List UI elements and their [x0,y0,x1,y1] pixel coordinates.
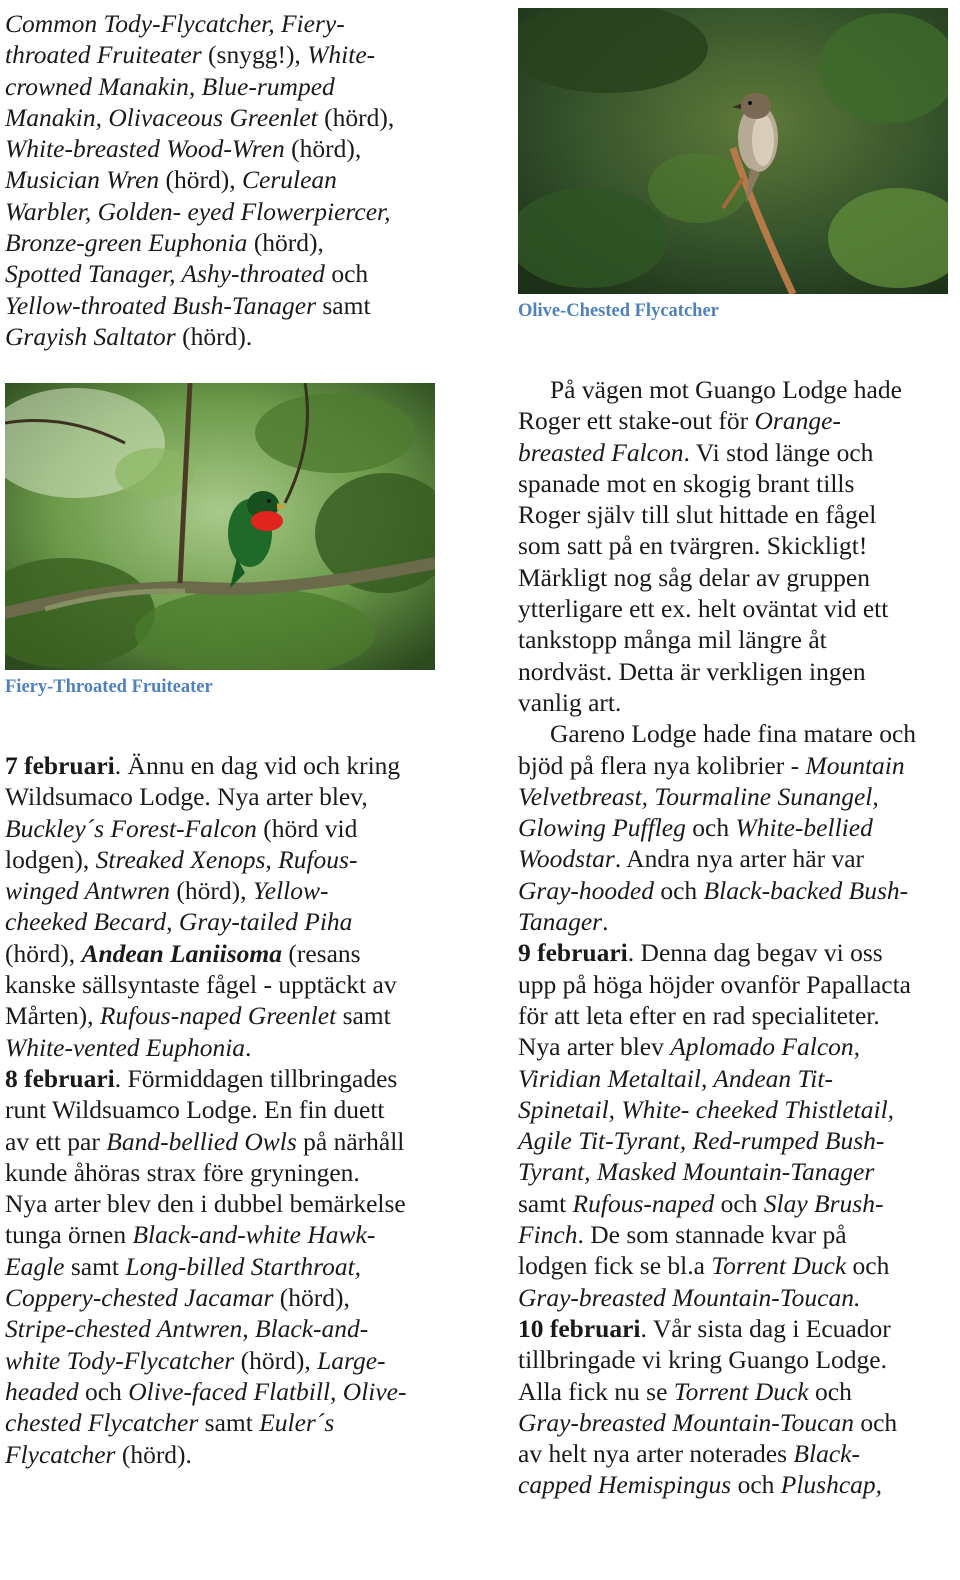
species-name: Velvetbreast, Tourmaline Sunangel, [518,781,879,811]
text-run: lodgen fick se bl.a [518,1251,712,1281]
text-run: tankstopp många mil längre åt [518,625,827,655]
text-line [518,499,916,530]
text-line [5,1157,407,1188]
text-line [5,1282,407,1313]
text-line [518,1250,916,1281]
text-run: På vägen mot Guango Lodge hade [550,375,902,404]
text-run: . Denna dag begav vi oss [627,938,883,968]
text-line [518,1438,916,1469]
species-name: Woodstar [518,844,615,874]
text-line [518,1000,916,1031]
species-name: Large- [317,1345,386,1375]
text-run: runt Wildsuamco Lodge. En fin duett [5,1095,385,1125]
text-line [518,1156,916,1187]
species-name: Gray-breasted Mountain-Toucan. [518,1282,861,1312]
species-name: Buckley´s Forest-Falcon [5,813,257,843]
text-run: Märkligt nog såg delar av gruppen [518,562,870,592]
text-run: och [78,1376,129,1406]
text-run: nordväst. Detta är verkligen ingen [518,656,866,686]
text-run: (hörd vid [256,813,358,843]
text-line [5,290,394,321]
species-name: Tyrant, Masked Mountain-Tanager [518,1157,875,1187]
text-line [5,102,394,133]
text-run: och [653,875,704,905]
text-run: och [324,259,369,289]
text-run: och [808,1376,852,1406]
species-name: winged Antwren [5,876,171,906]
species-name: Olive-faced Flatbill, Olive- [128,1376,407,1406]
species-name: White-breasted Wood-Wren [5,134,285,164]
species-name: Black-and-white Hawk- [132,1220,376,1250]
species-name: Rufous-naped Greenlet [99,1001,337,1031]
fruiteater-caption: Fiery-Throated Fruiteater [5,677,213,697]
text-run: (hörd), [170,876,253,906]
species-name: Agile Tit-Tyrant, Red-rumped Bush- [518,1126,885,1156]
text-run: . Ännu en dag vid och kring [114,751,401,780]
text-line [518,781,916,812]
text-run: upp på höga höjder ovanför Papallacta [518,969,911,999]
text-line [5,1063,407,1094]
text-line [518,405,916,436]
text-line [5,1407,407,1438]
text-run: (hörd), [273,1283,350,1313]
text-line [5,1313,407,1344]
species-name: crowned Manakin, Blue-rumped [5,71,335,101]
text-line [5,1000,407,1031]
text-line [5,1345,407,1376]
text-line [518,812,916,843]
date-heading: 9 februari [518,938,628,968]
species-name: Long-billed Starthroat, [125,1251,362,1281]
text-run: som satt på en tvärgren. Skickligt! [518,531,868,561]
text-run: . Vi stod länge och [683,437,874,467]
species-name: Orange- [754,406,841,436]
species-name: chested Flycatcher [5,1408,199,1438]
text-run: lodgen), [5,844,96,874]
species-name: Cerulean [242,165,337,195]
species-name: Gray-breasted Mountain-Toucan [518,1407,854,1437]
species-name: Yellow-throated Bush-Tanager [5,290,316,320]
text-run: och [853,1407,898,1437]
text-line [5,1251,407,1282]
species-name: Slay Brush- [763,1188,884,1218]
text-line [518,1125,916,1156]
text-line [5,1032,407,1063]
flycatcher-illustration [518,8,948,294]
species-name: capped Hemispingus [518,1470,732,1500]
text-run: samt [198,1408,260,1438]
species-name: throated Fruiteater [5,40,202,70]
text-run: samt [518,1188,573,1218]
species-name: Glowing Puffleg [518,813,686,843]
text-line [5,969,407,1000]
species-name: headed [5,1376,79,1406]
species-name: Common Tody-Flycatcher, Fiery- [5,9,345,38]
text-run: (hörd). [115,1439,192,1469]
species-name: Finch [518,1220,578,1250]
diary-left-paragraphs [5,750,407,1470]
text-run: Roger själv till slut hittade en fågel [518,500,877,530]
text-line [518,468,916,499]
text-run: och [731,1470,781,1500]
text-line [5,133,394,164]
text-run: . [245,1032,252,1062]
species-name: Stripe-chested Antwren, Black-and- [5,1314,369,1344]
species-name: Spotted Tanager, Ashy-throated [5,259,325,289]
text-line [5,1439,407,1470]
species-name: Spinetail, White- cheeked Thistletail, [518,1094,895,1124]
text-line [518,624,916,655]
species-name: Bronze-green Euphonia [5,228,248,258]
text-run: . [602,907,609,937]
species-name: Eagle [5,1251,65,1281]
text-line [5,258,394,289]
text-line [518,1282,916,1313]
text-run: Nya arter blev [518,1032,671,1062]
text-run: Alla fick nu se [518,1376,674,1406]
species-name: cheeked Becard, Gray-tailed Piha [5,907,353,937]
text-line [518,1188,916,1219]
text-run: (hörd), [5,938,82,968]
species-name: breasted Falcon [518,437,684,467]
text-line [518,1469,916,1500]
species-name: Warbler, Golden- eyed Flowerpiercer, [5,196,391,226]
text-run: (snygg!), [201,40,308,70]
text-line [5,844,407,875]
text-line [518,562,916,593]
species-name: Torrent Duck [711,1251,847,1281]
text-run: Wildsumaco Lodge. Nya arter blev, [5,782,368,812]
text-run: (resans [282,938,361,968]
text-line [518,1063,916,1094]
species-name: Torrent Duck [673,1376,809,1406]
text-line [5,8,394,39]
species-list-paragraph [5,8,394,352]
text-run: och [846,1251,890,1281]
text-line [518,843,916,874]
flycatcher-photo [518,8,948,294]
text-run: samt [336,1001,391,1031]
species-name: Gray-hooded [518,875,654,905]
species-name: Yellow- [252,876,329,906]
text-run: (hörd), [247,228,324,258]
text-run: kunde åhöras strax före gryningen. [5,1157,360,1187]
species-name: Flycatcher [5,1439,116,1469]
text-line [5,164,394,195]
text-run: (hörd), [159,165,243,195]
text-run: tunga örnen [5,1220,133,1250]
text-line [5,938,407,969]
text-line [5,321,394,352]
species-name: Viridian Metaltail, Andean Tit- [518,1063,833,1093]
species-name: Mountain [805,750,905,780]
text-run: (hörd). [175,321,253,351]
text-run: kanske sällsyntaste fågel - upptäckt av [5,970,397,1000]
species-name: Black- [793,1439,860,1469]
species-name: Musician Wren [5,165,160,195]
text-line [518,1094,916,1125]
text-run: . De som stannade kvar på [577,1220,847,1250]
text-line [518,593,916,624]
text-line [518,750,916,781]
species-name: Grayish Saltator [5,321,176,351]
text-line [5,39,394,70]
text-run: på närhåll [296,1126,405,1156]
text-line [518,1313,916,1344]
text-run: vanlig art. [518,687,622,717]
species-name: Manakin, Olivaceous Greenlet [5,102,318,132]
text-line [5,781,407,812]
text-line [518,937,916,968]
text-line [518,1031,916,1062]
text-line [518,1376,916,1407]
date-heading: 10 februari [518,1313,641,1343]
text-run: . Förmiddagen tillbringades [114,1063,398,1093]
species-name: White- [307,40,376,70]
text-run: av ett par [5,1126,107,1156]
text-line [518,687,916,718]
species-name: Rufous-naped [572,1188,715,1218]
text-line [518,969,916,1000]
text-run: ytterligare ett ex. helt oväntat vid ett [518,594,889,624]
species-name: Euler´s [259,1408,335,1438]
species-name: Black-backed Bush- [703,875,909,905]
species-name: Coppery-chested Jacamar [5,1283,274,1313]
text-line [5,875,407,906]
text-line [518,530,916,561]
species-name: Tanager [518,907,603,937]
species-name: white Tody-Flycatcher [5,1345,235,1375]
text-line [518,1344,916,1375]
text-run: för att leta efter en rad specialiteter. [518,1000,880,1030]
text-run: (hörd), [234,1345,318,1375]
text-line [5,1126,407,1157]
text-run: samt [64,1251,126,1281]
text-line [5,750,407,781]
text-line [518,437,916,468]
text-run: Gareno Lodge hade fina matare och [550,719,917,749]
text-line [5,1188,407,1219]
text-line [5,1376,407,1407]
diary-right-paragraphs [518,374,916,1501]
fruiteater-illustration [5,383,435,670]
text-line [5,227,394,258]
species-name: Plushcap, [780,1470,883,1500]
text-run: Mårten), [5,1001,100,1031]
date-heading: 8 februari [5,1063,115,1093]
species-name: Andean Laniisoma [81,938,282,968]
text-run: och [685,813,736,843]
fruiteater-photo [5,383,435,670]
text-run: . Vår sista dag i Ecuador [640,1313,891,1343]
species-name: Band-bellied Owls [106,1126,297,1156]
date-heading: 7 februari [5,751,115,780]
text-run: (hörd), [284,134,362,164]
text-line [5,1219,407,1250]
text-run: samt [316,290,371,320]
text-run: av helt nya arter noterades [518,1439,794,1469]
text-line [518,656,916,687]
text-run: spanade mot en skogig brant tills [518,468,855,498]
species-name: Streaked Xenops, Rufous- [95,844,358,874]
text-line [518,1407,916,1438]
species-name: White-bellied [735,813,873,843]
species-name: White-vented Euphonia [5,1032,246,1062]
text-line [518,906,916,937]
text-run: tillbringade vi kring Guango Lodge. [518,1345,887,1375]
text-run: (hörd), [317,102,395,132]
text-line [518,374,916,405]
species-name: Aplomado Falcon, [670,1032,861,1062]
text-run: . Andra nya arter här var [614,844,865,874]
text-run: Nya arter blev den i dubbel bemärkelse [5,1189,406,1219]
text-run: Roger ett stake-out för [518,406,755,436]
text-line [5,906,407,937]
text-line [518,1219,916,1250]
text-run: bjöd på flera nya kolibrier - [518,750,806,780]
text-line [5,1094,407,1125]
text-line [518,718,916,749]
text-line [5,196,394,227]
text-run: och [714,1188,764,1218]
text-line [5,71,394,102]
flycatcher-caption: Olive-Chested Flycatcher [518,301,719,321]
text-line [5,813,407,844]
text-line [518,875,916,906]
